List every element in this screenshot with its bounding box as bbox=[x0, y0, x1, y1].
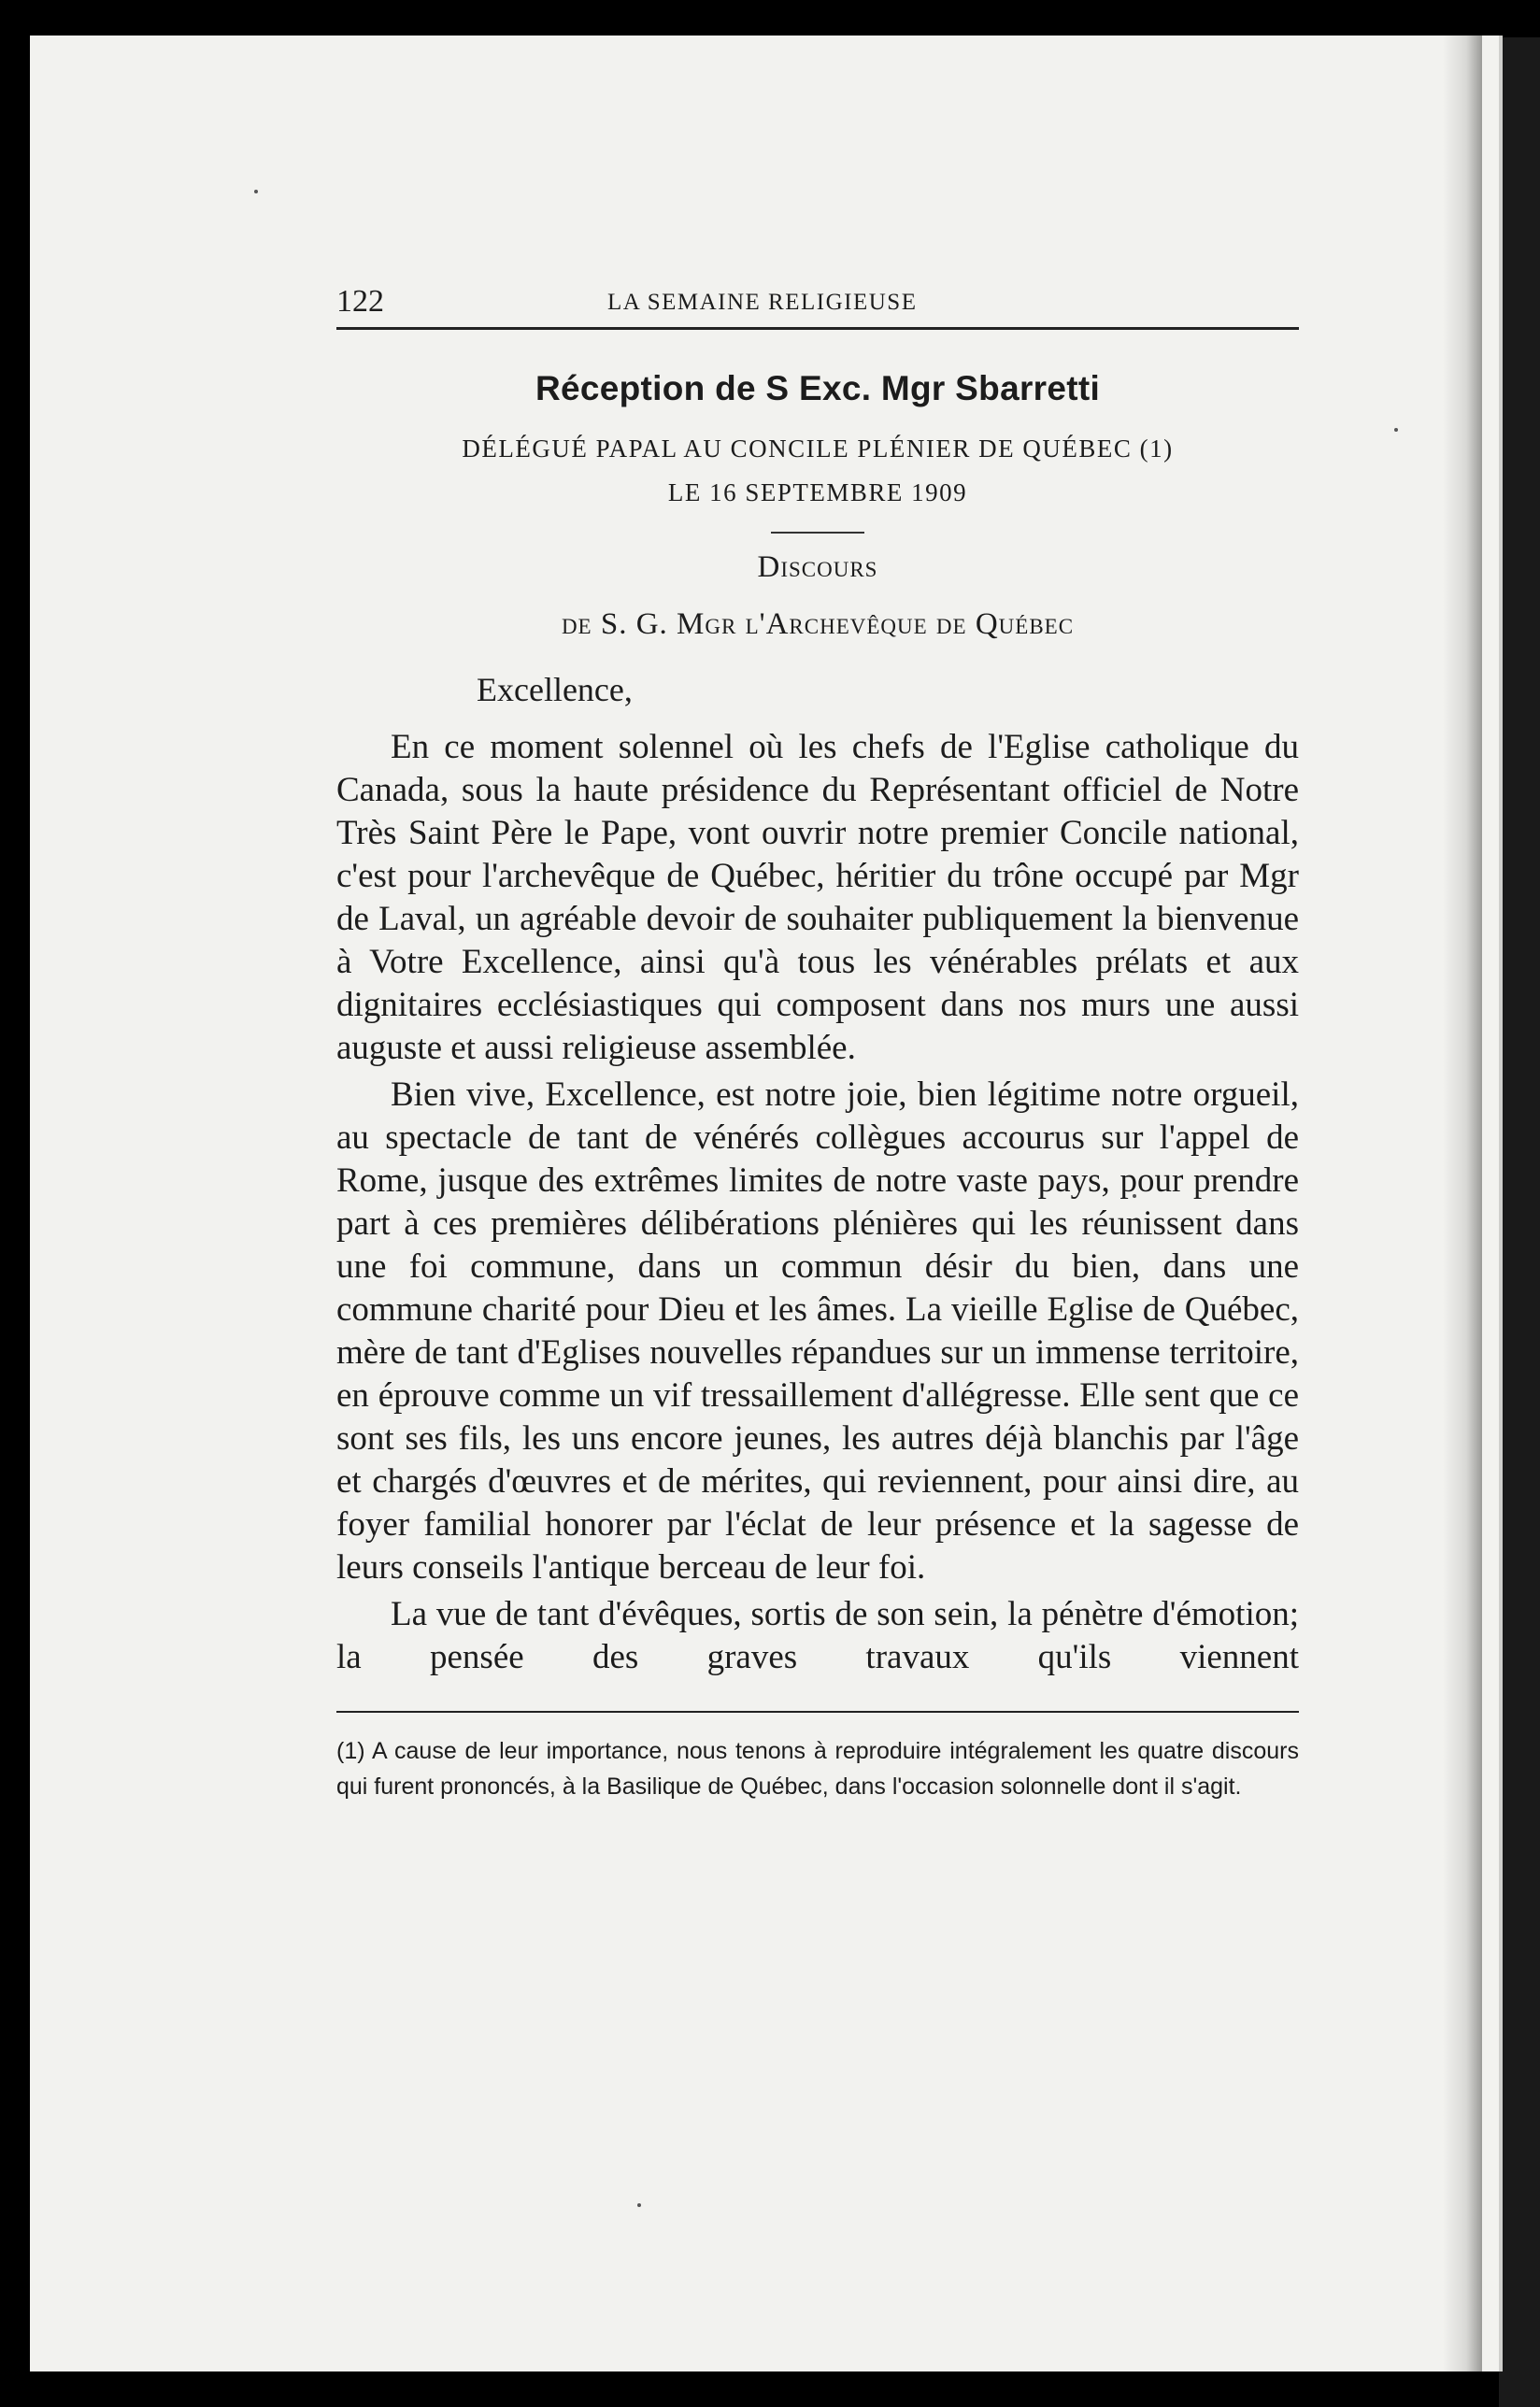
article-subtitle: DÉLÉGUÉ PAPAL AU CONCILE PLÉNIER DE QUÉBEC (1) bbox=[462, 434, 1174, 463]
page-header bbox=[336, 280, 1299, 330]
paragraph: En ce moment solennel où les chefs de l'Eglise catholique du Canada, sous la haute présidence du Représentant officiel de Notre Très Saint Père le Pape, vont ouvrir notre premier Concile national, c'est pour l'archevêque de Québec, héritier du trône occupé par Mgr de Laval, un agréable devoir de souhaiter publiquement la bienvenue à Votre Excellence, ainsi qu'à tous les vénérables prélats et aux dignitaires ecclésiastiques qui composent dans nos murs une aussi auguste et aussi religieuse assemblée. bbox=[336, 728, 1299, 1067]
scan-speck bbox=[1394, 428, 1398, 432]
paragraph: Bien vive, Excellence, est notre joie, bien légitime notre orgueil, au spectacle de tant de vénérés collègues accourus sur l'appel de Rome, jusque des extrêmes limites de notre vaste pays, pour prendre part à ces premières délibérations plénières qui les réunissent dans une foi commune, dans un commun désir du bien, dans une commune charité pour Dieu et les âmes. La vieille Eglise de Québec, mère de tant d'Eglises nouvelles répandues sur un immense territoire, en éprouve comme un vif tressaillement d'allégresse. Elle sent que ce sont ses fils, les uns encore jeunes, les autres déjà blanchis par l'âge et chargés d'œuvres et de mérites, qui reviennent, pour ainsi dire, au foyer familial honorer par l'éclat de leur présence et la sagesse de leurs conseils l'antique berceau de leur foi. bbox=[336, 1075, 1299, 1587]
scan-speck bbox=[637, 2203, 641, 2207]
section-heading: Discours bbox=[757, 550, 878, 584]
section-subheading: de S. G. Mgr l'Archevêque de Québec bbox=[561, 607, 1075, 641]
title-divider bbox=[771, 532, 864, 534]
footnote-rule bbox=[336, 1711, 1299, 1713]
scan-speck bbox=[254, 190, 258, 193]
running-title: LA SEMAINE RELIGIEUSE bbox=[607, 290, 918, 315]
page-number: 122 bbox=[336, 284, 384, 319]
footnote: (1) A cause de leur importance, nous tenons à reproduire intégralement les quatre discours qui furent prononcés, à la Basilique de Québec, dans l'occasion solonnelle dont il s'agit. bbox=[336, 1738, 1299, 1800]
paragraph: La vue de tant d'évêques, sortis de son sein, la pénètre d'émotion; la pensée des graves travaux qu'ils viennent bbox=[336, 1595, 1299, 1676]
page-gutter bbox=[1443, 36, 1482, 2371]
page-content bbox=[336, 280, 1299, 1804]
article-date: LE 16 SEPTEMBRE 1909 bbox=[667, 478, 968, 506]
scan-dark-edge bbox=[1499, 37, 1540, 2407]
salutation: Excellence, bbox=[477, 671, 633, 708]
article-title: Réception de S Exc. Mgr Sbarretti bbox=[535, 369, 1101, 407]
body-text bbox=[336, 726, 1299, 1679]
